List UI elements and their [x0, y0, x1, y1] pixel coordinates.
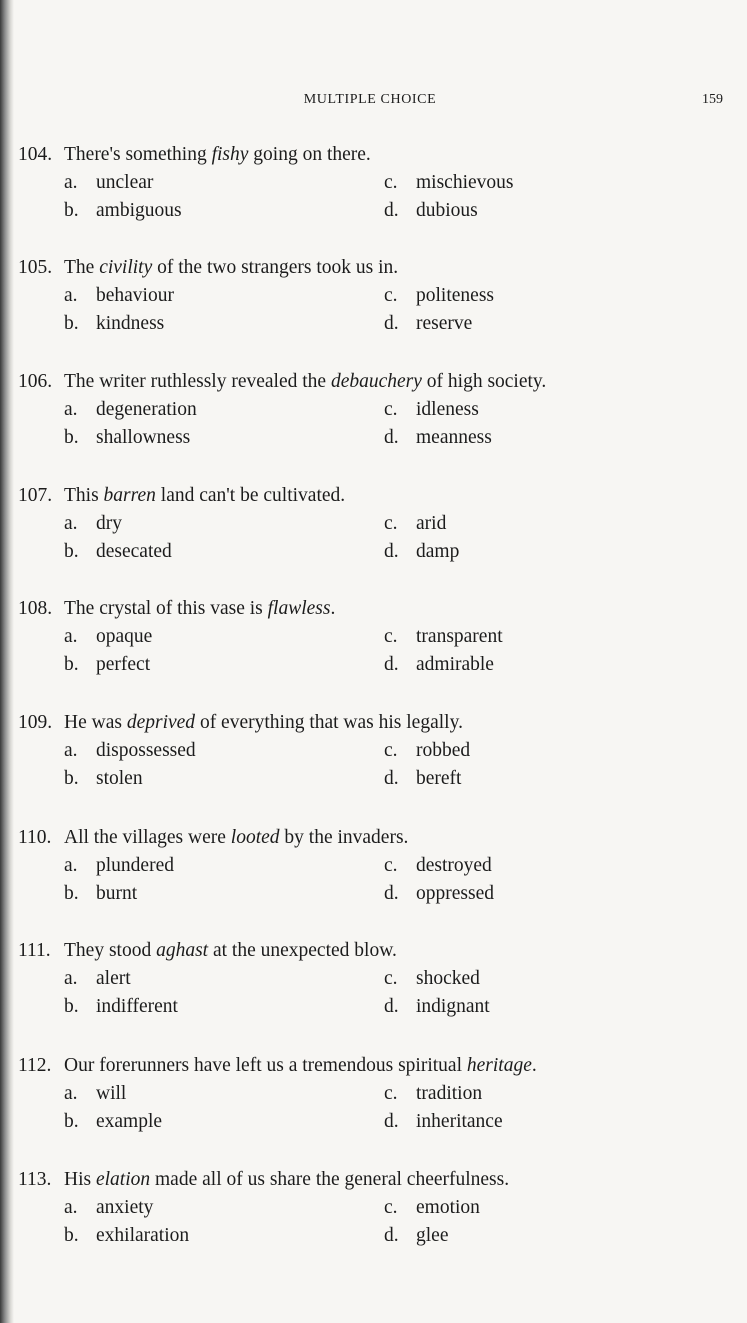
stem-text-before: Our forerunners have left us a tremendous spiritual	[64, 1055, 467, 1076]
target-word: elation	[95, 1169, 151, 1190]
option-text: politeness	[416, 285, 494, 306]
option-letter: b.	[64, 768, 79, 789]
stem-text-before: There's something	[64, 144, 212, 165]
option-text: burnt	[96, 883, 138, 904]
stem-text-before: This	[64, 485, 104, 506]
option-text: exhilaration	[96, 1225, 190, 1246]
option-row	[18, 282, 718, 310]
option-a	[64, 1080, 126, 1108]
option-letter: b.	[64, 1111, 79, 1132]
stem-text-after: of everything that was his legally.	[195, 712, 463, 733]
book-spine-shadow	[0, 0, 14, 1323]
option-letter: d.	[384, 996, 399, 1017]
option-letter: a.	[64, 626, 78, 647]
target-word: looted	[230, 827, 280, 848]
option-d	[384, 880, 494, 908]
option-letter: a.	[64, 740, 78, 761]
option-text: ambiguous	[96, 200, 182, 221]
option-letter: d.	[384, 883, 399, 904]
option-text: damp	[416, 541, 460, 562]
target-word: flawless	[267, 598, 331, 619]
option-text: robbed	[416, 740, 471, 761]
option-letter: c.	[384, 1083, 398, 1104]
question-109	[18, 708, 718, 793]
option-row	[18, 1194, 718, 1222]
option-letter: b.	[64, 654, 79, 675]
option-text: anxiety	[96, 1197, 154, 1218]
stem-text-before: He was	[64, 712, 127, 733]
stem-text-after: at the unexpected blow.	[208, 940, 397, 961]
option-b	[64, 651, 150, 679]
option-letter: b.	[64, 427, 79, 448]
option-letter: c.	[384, 513, 398, 534]
option-row	[18, 197, 718, 225]
option-letter: b.	[64, 200, 79, 221]
option-text: dry	[96, 513, 122, 534]
option-text: shallowness	[96, 427, 191, 448]
option-letter: d.	[384, 313, 399, 334]
option-letter: c.	[384, 1197, 398, 1218]
option-text: kindness	[96, 313, 165, 334]
option-d	[384, 310, 472, 338]
option-d	[384, 651, 494, 679]
option-text: perfect	[96, 654, 151, 675]
option-text: behaviour	[96, 285, 174, 306]
option-a	[64, 1194, 153, 1222]
option-text: oppressed	[416, 883, 494, 904]
stem-text-before: They stood	[64, 940, 157, 961]
option-letter: d.	[384, 541, 399, 562]
target-word: fishy	[211, 144, 249, 165]
option-b	[64, 197, 182, 225]
question-113	[18, 1165, 718, 1250]
stem-text-before: The	[64, 257, 100, 278]
target-word: deprived	[126, 712, 196, 733]
option-letter: d.	[384, 200, 399, 221]
option-b	[64, 424, 190, 452]
question-stem	[18, 1165, 718, 1194]
option-row	[18, 880, 718, 908]
stem-text-after: made all of us share the general cheerfulness.	[150, 1169, 510, 1190]
option-row	[18, 1108, 718, 1136]
question-number: 111.	[18, 940, 51, 961]
option-letter: c.	[384, 855, 398, 876]
question-stem	[18, 936, 718, 965]
option-b	[64, 1222, 189, 1250]
stem-text-before: His	[64, 1169, 96, 1190]
option-letter: b.	[64, 541, 79, 562]
option-a	[64, 510, 122, 538]
target-word: aghast	[156, 940, 209, 961]
option-text: reserve	[416, 313, 473, 334]
option-c	[384, 510, 446, 538]
option-row	[18, 651, 718, 679]
option-letter: a.	[64, 1197, 78, 1218]
option-a	[64, 623, 152, 651]
option-d	[384, 197, 478, 225]
option-b	[64, 538, 172, 566]
option-d	[384, 1222, 448, 1250]
target-word: heritage	[466, 1055, 532, 1076]
option-letter: c.	[384, 172, 398, 193]
option-text: unclear	[96, 172, 154, 193]
option-letter: c.	[384, 399, 398, 420]
question-106	[18, 367, 718, 452]
option-c	[384, 1194, 480, 1222]
option-row	[18, 1222, 718, 1250]
option-a	[64, 965, 131, 993]
option-row	[18, 169, 718, 197]
option-text: indignant	[416, 996, 490, 1017]
option-d	[384, 765, 461, 793]
option-row	[18, 396, 718, 424]
option-row	[18, 765, 718, 793]
option-d	[384, 424, 492, 452]
option-letter: d.	[384, 654, 399, 675]
question-104	[18, 140, 718, 225]
option-b	[64, 993, 178, 1021]
option-letter: b.	[64, 1225, 79, 1246]
option-text: plundered	[96, 855, 174, 876]
question-107	[18, 481, 718, 566]
option-c	[384, 282, 494, 310]
option-c	[384, 396, 479, 424]
question-stem	[18, 367, 718, 396]
option-letter: a.	[64, 1083, 78, 1104]
option-letter: a.	[64, 285, 78, 306]
option-text: inheritance	[416, 1111, 503, 1132]
stem-text-before: The writer ruthlessly revealed the	[64, 371, 331, 392]
option-row	[18, 510, 718, 538]
question-110	[18, 823, 718, 908]
option-letter: a.	[64, 968, 78, 989]
question-108	[18, 594, 718, 679]
question-stem	[18, 253, 718, 282]
option-letter: c.	[384, 626, 398, 647]
question-112	[18, 1051, 718, 1136]
option-c	[384, 737, 470, 765]
option-a	[64, 169, 153, 197]
option-text: emotion	[416, 1197, 480, 1218]
option-letter: c.	[384, 740, 398, 761]
option-row	[18, 993, 718, 1021]
option-letter: c.	[384, 285, 398, 306]
question-number: 112.	[18, 1055, 52, 1076]
option-letter: a.	[64, 399, 78, 420]
question-number: 107.	[18, 485, 53, 506]
option-row	[18, 852, 718, 880]
option-row	[18, 965, 718, 993]
option-text: will	[96, 1083, 127, 1104]
option-text: transparent	[416, 626, 503, 647]
option-letter: d.	[384, 1225, 399, 1246]
option-letter: b.	[64, 996, 79, 1017]
option-letter: d.	[384, 768, 399, 789]
question-number: 108.	[18, 598, 53, 619]
target-word: civility	[99, 257, 153, 278]
question-number: 109.	[18, 712, 53, 733]
option-row	[18, 424, 718, 452]
question-105	[18, 253, 718, 338]
option-letter: d.	[384, 1111, 399, 1132]
question-stem	[18, 1051, 718, 1080]
stem-text-after: going on there.	[248, 144, 371, 165]
option-text: meanness	[416, 427, 492, 448]
option-a	[64, 852, 174, 880]
option-b	[64, 1108, 162, 1136]
question-number: 104.	[18, 144, 53, 165]
option-b	[64, 765, 143, 793]
option-text: tradition	[416, 1083, 483, 1104]
option-letter: b.	[64, 883, 79, 904]
page-number: 159	[702, 92, 723, 107]
question-111	[18, 936, 718, 1021]
option-text: alert	[96, 968, 131, 989]
option-text: destroyed	[416, 855, 492, 876]
target-word: debauchery	[330, 371, 422, 392]
question-number: 113.	[18, 1169, 52, 1190]
option-c	[384, 169, 514, 197]
option-letter: c.	[384, 968, 398, 989]
stem-text-after: .	[531, 1055, 537, 1076]
option-row	[18, 737, 718, 765]
option-text: stolen	[96, 768, 143, 789]
option-text: glee	[416, 1225, 449, 1246]
question-stem	[18, 594, 718, 623]
stem-text-after: of the two strangers took us in.	[152, 257, 399, 278]
option-a	[64, 737, 196, 765]
option-text: admirable	[416, 654, 494, 675]
option-a	[64, 282, 174, 310]
option-c	[384, 852, 492, 880]
option-d	[384, 1108, 503, 1136]
option-b	[64, 310, 164, 338]
question-stem	[18, 823, 718, 852]
option-letter: a.	[64, 513, 78, 534]
option-letter: b.	[64, 313, 79, 334]
question-number: 105.	[18, 257, 53, 278]
running-header: MULTIPLE CHOICE	[303, 92, 437, 107]
question-stem	[18, 708, 718, 737]
option-text: degeneration	[96, 399, 197, 420]
stem-text-before: The crystal of this vase is	[64, 598, 268, 619]
option-c	[384, 623, 503, 651]
option-text: opaque	[96, 626, 153, 647]
option-text: bereft	[416, 768, 462, 789]
option-text: idleness	[416, 399, 479, 420]
option-letter: d.	[384, 427, 399, 448]
option-row	[18, 538, 718, 566]
stem-text-after: by the invaders.	[279, 827, 409, 848]
option-row	[18, 1080, 718, 1108]
stem-text-after: land can't be cultivated.	[155, 485, 346, 506]
question-stem	[18, 140, 718, 169]
option-text: indifferent	[96, 996, 178, 1017]
question-number: 106.	[18, 371, 53, 392]
option-letter: a.	[64, 855, 78, 876]
option-text: mischievous	[416, 172, 514, 193]
option-c	[384, 1080, 482, 1108]
option-text: dispossessed	[96, 740, 196, 761]
option-d	[384, 993, 490, 1021]
option-letter: a.	[64, 172, 78, 193]
option-text: desecated	[96, 541, 172, 562]
option-text: example	[96, 1111, 163, 1132]
option-text: dubious	[416, 200, 478, 221]
stem-text-after: of high society.	[421, 371, 547, 392]
target-word: barren	[103, 485, 156, 506]
option-d	[384, 538, 459, 566]
question-number: 110.	[18, 827, 52, 848]
stem-text-before: All the villages were	[64, 827, 231, 848]
option-row	[18, 310, 718, 338]
option-c	[384, 965, 480, 993]
option-b	[64, 880, 137, 908]
option-text: shocked	[416, 968, 480, 989]
option-row	[18, 623, 718, 651]
stem-text-after: .	[330, 598, 336, 619]
option-text: arid	[416, 513, 447, 534]
option-a	[64, 396, 197, 424]
question-stem	[18, 481, 718, 510]
